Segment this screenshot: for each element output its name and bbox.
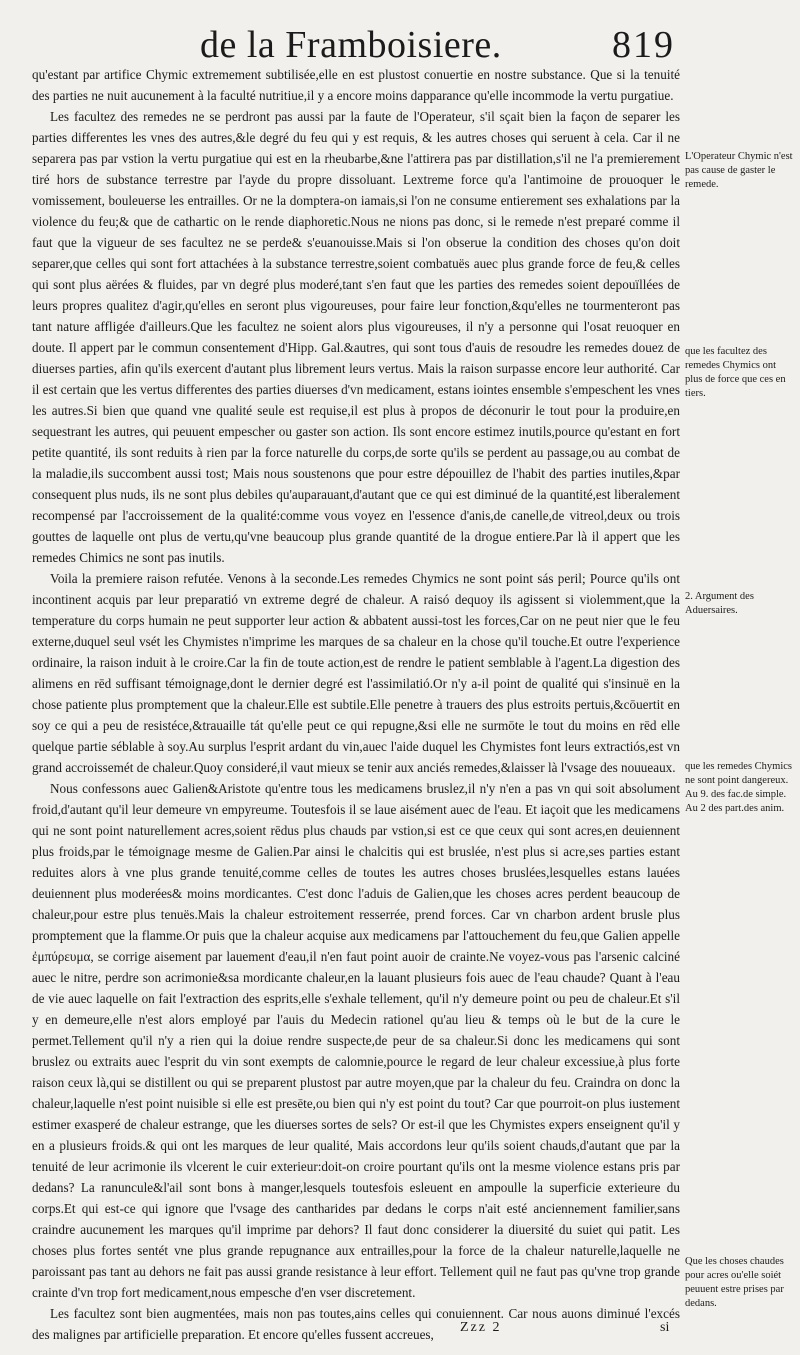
margin-note: que les facultez des remedes Chymics ont plus de force que ces en tiers. xyxy=(685,346,786,399)
margin-note: Que les choses chaudes pour acres ou'elle soiét peuuent estre prises par dedans. xyxy=(685,1256,784,1309)
page-number: 819 xyxy=(612,24,675,66)
paragraph: Les facultez des remedes ne se perdront pas aussi par la faute de l'Operateur, s'il sçait bien la façon de separer les parties differentes les vnes des autres,&le degré du feu qui y est requis, & les autres choses qui seruent à cela. Car il ne separera pas par vstion la vertu purgatiue qui est en la rheubarbe,&ne l'attirera pas par distillation,s'il ne l'a premierement tiré hors de substance terrestre par l'ayde du propre dissoluant. Lextreme force qu'a l'antimoine de prouoquer le vomissement, bouleuerse les entrailles. Or ne la domptera-on iamais,si l'on ne consume entierement ses exhalations par la violence du feu;& que de cathartic on le rende diaphoretic.Nous ne nions pas donc, si le remede n'est preparé comme il faut que la vigueur de ses facultez ne se perde& s'euanouisse.Mais si l'on obserue la condition des choses qu'on doit separer,que celles qui sont fort attachées à la substance terrestre,soient combatuës auec plus grande force de feu,& celles qui sont plus aërées & fluides, par vn degré plus moderé,tant s'en faut que les parties des remedes soient depouïllées de leurs propres qualitez d'agir,qu'elles en seront plus vigoureuses, pour faire leur fonction,&qu'elles ne tourmenteront pas tant nature affligée d'ailleurs.Que les facultez ne soient alors plus vigoureuses, il n'y a personne qui l'osat reuoquer en doute. Il appert par le commun consentement d'Hipp. Gal.&autres, qui sont tous d'auis de resoudre les remedes douez de diuerses parties, afin qu'ils exercent d'autant plus librement leurs vertus. Mais la raison surpasse encore leur authorité. Car il est certain que les vertus differentes des parties diuerses d'vn medicament, estans iointes ensemble s'empeschent les vnes les autres.Si bien que quand vne qualité seule est requise,il est plus à propos de déconurir le tout pour la produire,en sequestrant les autres, qui peuuent empescher ou gaster son action. Ils sont encore estimez inutils,pource qu'estant en fort petite quantité, ils sont reduits à rien par la force naturelle du corps,de sorte qu'ils se perdent au passage,ou au combat de la maladie,ils succombent aussi tost; Mais nous soustenons que pour estre dépouillez de l'habit des parties inutiles,&par consequent plus nuds, ils ne sont plus debiles qu'auparauant,d'autant que ce qui est diminué de la quantité,est liberalement recompensé par l'accroissement de la qualité:comme vous voyez en l'essence d'anis,de canelle,de vitreol,deux ou trois gouttes de laquelle ont plus de vertu,qu'vne beaucoup plus grande quantité de la drogue entiere.Par là il appert que les remedes Chimics ne sont pas inutils. xyxy=(32,109,680,565)
main-text-column xyxy=(32,64,680,1345)
signature-mark: Zzz 2 xyxy=(460,1320,502,1335)
margin-note: L'Operateur Chymic n'est pas cause de gaster le remede. xyxy=(685,151,793,190)
running-head-title: de la Framboisiere. xyxy=(200,24,502,66)
paragraph: qu'estant par artifice Chymic extremement subtilisée,elle en est plustost conuertie en nostre substance. Que si la tenuité des parties ne nuit aucunement à la faculté nutritiue,il y a encore moins dapparance qu'elle incommode la vertu purgatiue. xyxy=(32,67,680,103)
paragraph: Voila la premiere raison refutée. Venons à la seconde.Les remedes Chymics ne sont point sás peril; Pource qu'ils ont incontinent acquis par leur preparatió vn extreme degré de chaleur. A raisó dequoy ils agissent si violemment,que la temperature du corps humain ne peut supporter leur action & abbatent aussi-tost les forces,Car on ne peut nier que le feu externe,duquel seul vsét les Chymistes n'imprime les marques de sa chaleur en la chose qu'il touche.Et outre l'experience ordinaire, la raison induit à le croire.Car la fin de toute action,est de rendre le patient semblable à l'agent.La digestion des alimens en rēd suffisant témoignage,dont le dernier degré est l'assimilatió.Or n'y a-il point de qualité qui s'insinuë en la chose patiente plus promptement que la chaleur.Elle est subtile.Elle penetre à trauers des plus estroits pertuis,&cōuertit en soy ce qui a peu de resistéce,&trauaille tát qu'elle peut ce qui repugne,&si elle ne surmōte le tout du moins en rēd elle quelque partie séblable à soy.Au surplus l'esprit ardant du vin,auec l'aide duquel les Chymistes font leurs extractiós,est vn grand accroissemét de chaleur.Quoy consideré,il vaut mieux se tenir aux anciés remedes,&laisser là l'vsage des nouueaux. xyxy=(32,571,680,775)
margin-note: que les remedes Chymics ne sont point dangereux. Au 9. des fac.de simple. Au 2 des part.des anim. xyxy=(685,761,793,814)
paragraph: Nous confessons auec Galien&Aristote qu'entre tous les medicamens bruslez,il n'y n'en a pas vn qui soit absolument froid,d'autant qu'il leur demeure vn empyreume. Toutesfois il se laue aisément auec de l'eau. Et iaçoit que les medicamens qui ne sont point naturellement acres,soient rēdus plus chauds par vstion,si est ce que ceux qui sont acres,en deuiennent plus froids,par le témoignage mesme de Galien.Par ainsi le chalcitis qui est bruslée, n'est plus si acre,ses parties estant reduites alors à vne plus grande tenuité,comme celles de toutes les autres choses bruslées,lesquelles estans lauées deuiennent plus moderées& moins mordicantes. C'est donc l'aduis de Galien,que les choses acres perdent beaucoup de chaleur,pour estre plus tenuës.Mais la chaleur estroitement resserrée, prend forces. Car vn charbon ardent brusle plus promptement que la flamme.Or puis que la chaleur acquise aux medicamens par l'attouchement du feu,que Galien appelle ἐμπύρευμα, se corrige aisement par lauement d'eau,il n'en faut point auoir de crainte.Ne voyez-vous pas l'arsenic calciné auec le nitre, perdre son acrimonie&sa mordicante chaleur,en la lauant plusieurs fois auec de l'eau chaude? Quant à l'eau de vie auec laquelle on fait l'extraction des esprits,elle s'exhale tellement, qu'il n'y demeure point ou peu de chaleur.Et s'il y en demeure,elle n'est alors employé par l'auis du Medecin rationel qu'au lieu & temps où le but de la cure le permet.Tellement qu'il n'y a rien qui la doiue rendre suspecte,de peur de sa chaleur.Si donc les medicamens qui sont bruslez ou extraits auec l'esprit du vin sont exempts de calomnie,pource le regard de leur chaleur excessiue,à plus forte raison ceux là,qui se distillent ou qui se preparent plustost par autre moyen,que par la chaleur du feu. Craindra on donc la chaleur,laquelle n'est point nuisible si elle est presēte,ou bien qui n'y est point du tout? Car que pourroit-on plus iustement estimer exasperé de chaleur estrange, que les diuerses sortes de sels? Or est-il que les Chymistes expers enseignent qu'il y en a plusieurs froids.& qui ont les marques de leur qualité, Mais accordons leur qu'ils soient chauds,d'autant que par la tenuité de leur acrimonie ils vlcerent le cuir exterieur:doit-on croire pourtant qu'ils ont la mesme violence estans pris par dedans? La ranuncule&l'ail sont bons à manger,lesquels toutesfois esleuent en ampoulle la superficie exterieure du corps.Et qui est-ce qui ignore que l'vsage des cantharides par dedans le corps n'ait esté anciennement familier,sans craindre aucunement les marques qu'il imprime par dehors? Il faut donc considerer la diuersité du suiet qui patit. Les choses plus fortes sentét vne plus grande repugnance aux entrailles,pour la force de la chaleur naturelle,laquelle ne paroissant pas tant au dehors ne fait pas aussi grande resistance à leur effort. Tellement quil ne faut pas qu'vne trop grande crainte d'vn trop fort medicament,nous empesche d'en vser discretement. xyxy=(32,781,680,1300)
paragraph: Les facultez sont bien augmentées, mais non pas toutes,ains celles qui conuiennent. Car nous auons diminué l'excés des malignes par artificielle preparation. Et encore qu'elles fussent accreues, xyxy=(32,1306,680,1342)
margin-note: 2. Argument des Aduersaires. xyxy=(685,591,754,616)
catchword: si xyxy=(660,1320,670,1335)
